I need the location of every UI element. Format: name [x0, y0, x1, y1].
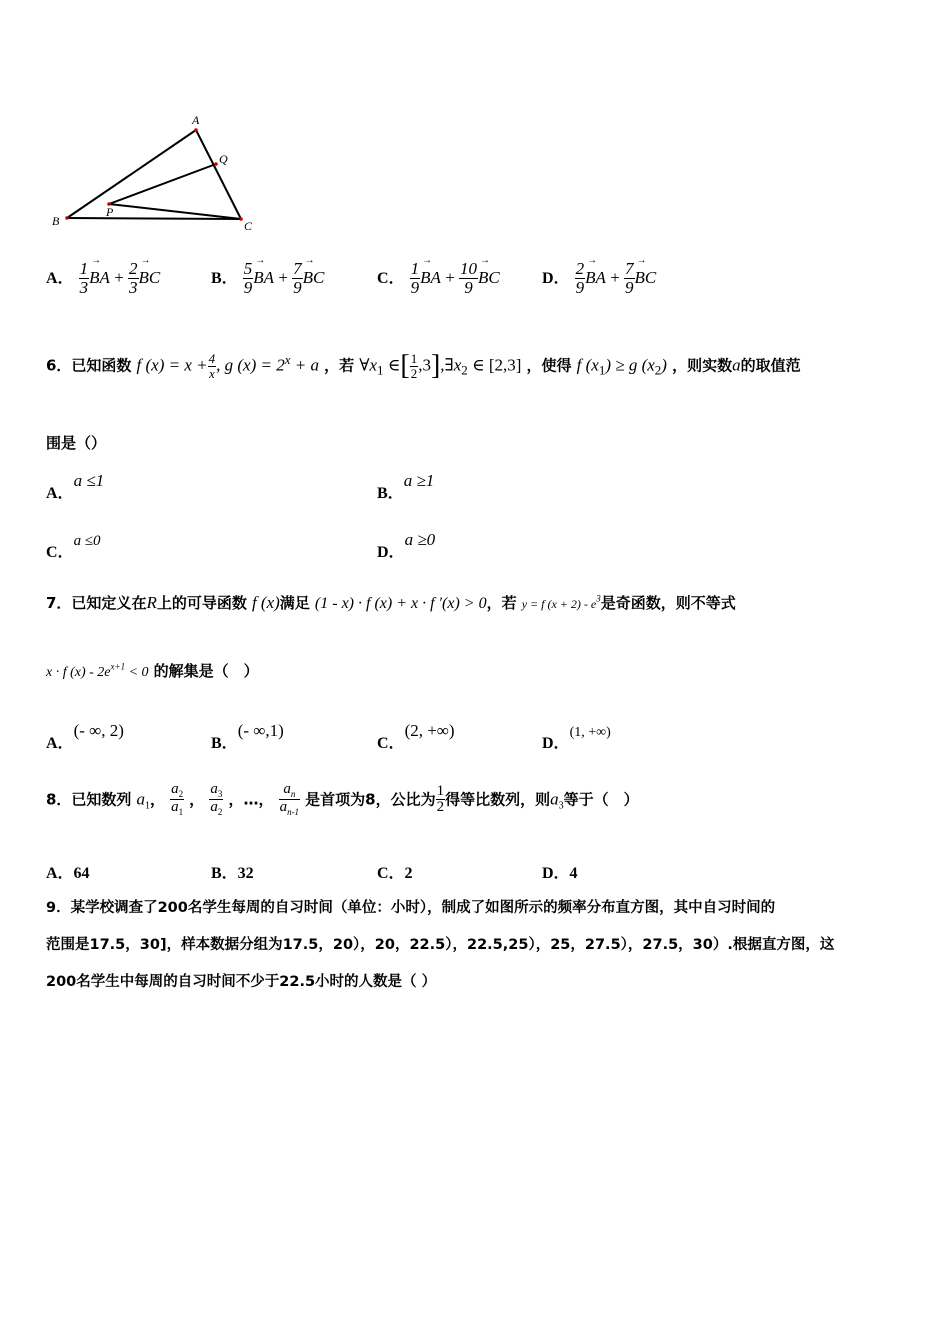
vertex-label-p: P: [106, 205, 114, 219]
q9-stem-line2: 范围是17.5，30]，样本数据分组为17.5，20），20，22.5），22.5,25），25，27.5），27.5，30）.根据直方图，这: [46, 937, 835, 953]
q6-option-d: D．a ≥0: [377, 530, 436, 561]
q7-option-a: A．(- ∞, 2): [46, 721, 124, 752]
vertex-label-b: B: [52, 214, 60, 228]
q8-option-d: D．4: [542, 865, 578, 882]
q8-option-a: A．64: [46, 865, 90, 882]
q5-option-d: D． $\frac{2}{9}$ → BA + $\frac{7}{9}$ → BC: [542, 260, 656, 297]
q7-stem-line2: x · f $(x) - 2e^{x+1} < 0$ 的解集是（ ）: [46, 661, 259, 680]
q7-option-d: D．(1, +∞): [542, 725, 611, 752]
q7-option-b: B．(- ∞,1): [211, 721, 284, 752]
q7-stem-line1: 7．已知定义在R上的可导函数 f (x)满足 (1 - x) · f (x) + x · f ′(x) > 0，若 y = f $(x + 2) - e^3$是奇函数，则不等式: [46, 593, 736, 612]
q6-stem-line1: 6．已知函数 f (x) = x + $\frac{4}{x}$ , g $(x) = 2^x + a$ ，若 $\forall x_1$ ∈[ $\frac{1}{2}$ $,3],\exists x_2$ ∈ [2,3] ，使得 f $(x_1) \ge g$ $(x_2)$ ，则实数a的取值范: [46, 350, 801, 381]
vertex-label-q: Q: [219, 152, 228, 166]
q6-option-a: A．a ≤1: [46, 471, 105, 502]
q6-stem-line2: 围是（）: [46, 434, 107, 452]
q5-option-c: C． $\frac{1}{9}$ → BA + $\frac{10}{9}$ → BC: [377, 260, 500, 297]
q9-stem-line1: 9．某学校调查了200名学生每周的自习时间（单位：小时），制成了如图所示的频率分布直方图，其中自习时间的: [46, 900, 776, 916]
triangle-figure: [45, 110, 265, 240]
q5-option-b: B． $\frac{5}{9}$ → BA + $\frac{7}{9}$ → BC: [211, 260, 324, 297]
q8-stem: 8．已知数列 $a_1$， $\frac{a_2}{a_1}$ ， $\frac{a_3}{a_2}$ ，…， $\frac{a_n}{a_{n-1}}$ 是首项为8，公比为 $\frac{1}{2}$ 得等比数列，则$a_3$等于（ ）: [46, 781, 639, 818]
q6-option-b: B．a ≥1: [377, 471, 435, 502]
vertex-label-c: C: [244, 219, 253, 233]
q9-stem-line3: 200名学生中每周的自习时间不少于22.5小时的人数是（ ）: [46, 974, 437, 990]
q5-option-a: A． $\frac{1}{3}$ → BA + $\frac{2}{3}$ → BC: [46, 260, 160, 297]
q8-option-c: C．2: [377, 865, 413, 882]
q6-option-c: C．a ≤0: [46, 533, 101, 561]
vertex-label-a: A: [192, 113, 200, 127]
q7-option-c: C．(2, +∞): [377, 721, 455, 752]
q8-option-b: B．32: [211, 865, 254, 882]
